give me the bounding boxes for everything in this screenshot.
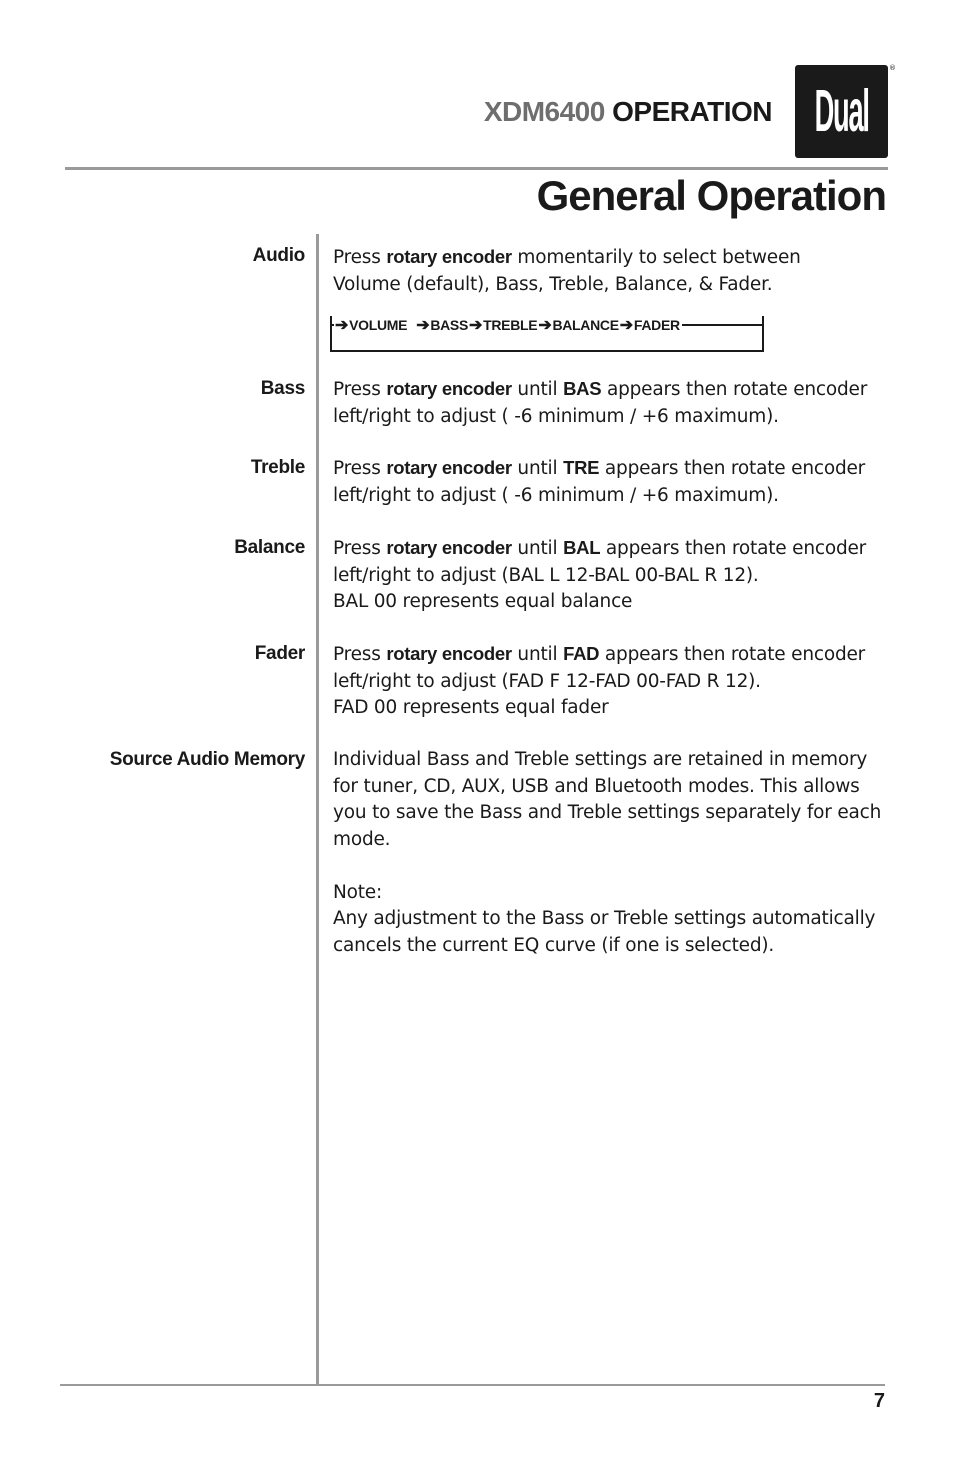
flow-step-fader: FADER [633, 317, 680, 333]
arrow-icon: ➔ [416, 317, 430, 334]
page-number: 7 [873, 1390, 885, 1412]
dual-logo [795, 65, 888, 158]
label-bass: Bass [260, 378, 305, 399]
arrow-icon: ➔ [335, 317, 349, 334]
arrow-icon: ➔ [469, 317, 483, 334]
source-audio-memory-description: Individual Bass and Treble settings are retained in memory for tuner, CD, AUX, USB and Bluetooth modes. This allows you to save the Bass and Treble settings separately for each mode. Note: Any adjustment to the Bass or Treble settings automatically cancels the current EQ curve (if one is selected). [333, 747, 893, 959]
arrow-icon: ➔ [619, 317, 633, 334]
registered-mark: ® [889, 64, 896, 72]
section-name: OPERATION [612, 96, 772, 127]
audio-mode-cycle-diagram [330, 316, 764, 352]
flow-step-balance: BALANCE [552, 317, 619, 333]
logo-text: Dual [814, 77, 869, 144]
footer-divider [60, 1384, 885, 1386]
header-divider [65, 167, 888, 170]
treble-description: Press rotary encoder until TRE appears then rotate encoder left/right to adjust ( -6 minimum / +6 maximum). [333, 457, 866, 506]
audio-description: Press rotary encoder momentarily to select between Volume (default), Bass, Treble, Balance, & Fader. [333, 246, 801, 295]
model-name: XDM6400 [483, 96, 605, 127]
note-label: Note: [333, 881, 383, 903]
label-treble: Treble [250, 457, 305, 478]
column-divider [316, 234, 319, 1386]
page-title: General Operation [536, 172, 886, 219]
fader-description: Press rotary encoder until FAD appears then rotate encoder left/right to adjust (FAD F 12-FAD 00-FAD R 12). FAD 00 represents equal fader [333, 643, 866, 718]
arrow-icon: ➔ [538, 317, 552, 334]
manual-section-header [484, 96, 772, 128]
label-audio: Audio [252, 245, 305, 266]
flow-step-bass: BASS [430, 317, 469, 333]
label-fader: Fader [254, 643, 305, 664]
label-balance: Balance [234, 537, 305, 558]
balance-description: Press rotary encoder until BAL appears then rotate encoder left/right to adjust (BAL L 12-BAL 00-BAL R 12). BAL 00 represents equal balance [333, 537, 867, 612]
bass-description: Press rotary encoder until BAS appears then rotate encoder left/right to adjust ( -6 minimum / +6 maximum). [333, 378, 868, 427]
label-source-audio-memory: Source Audio Memory [109, 749, 305, 770]
flow-steps [334, 316, 682, 334]
flow-step-treble: TREBLE [483, 317, 538, 333]
flow-step-volume: VOLUME [349, 317, 408, 333]
